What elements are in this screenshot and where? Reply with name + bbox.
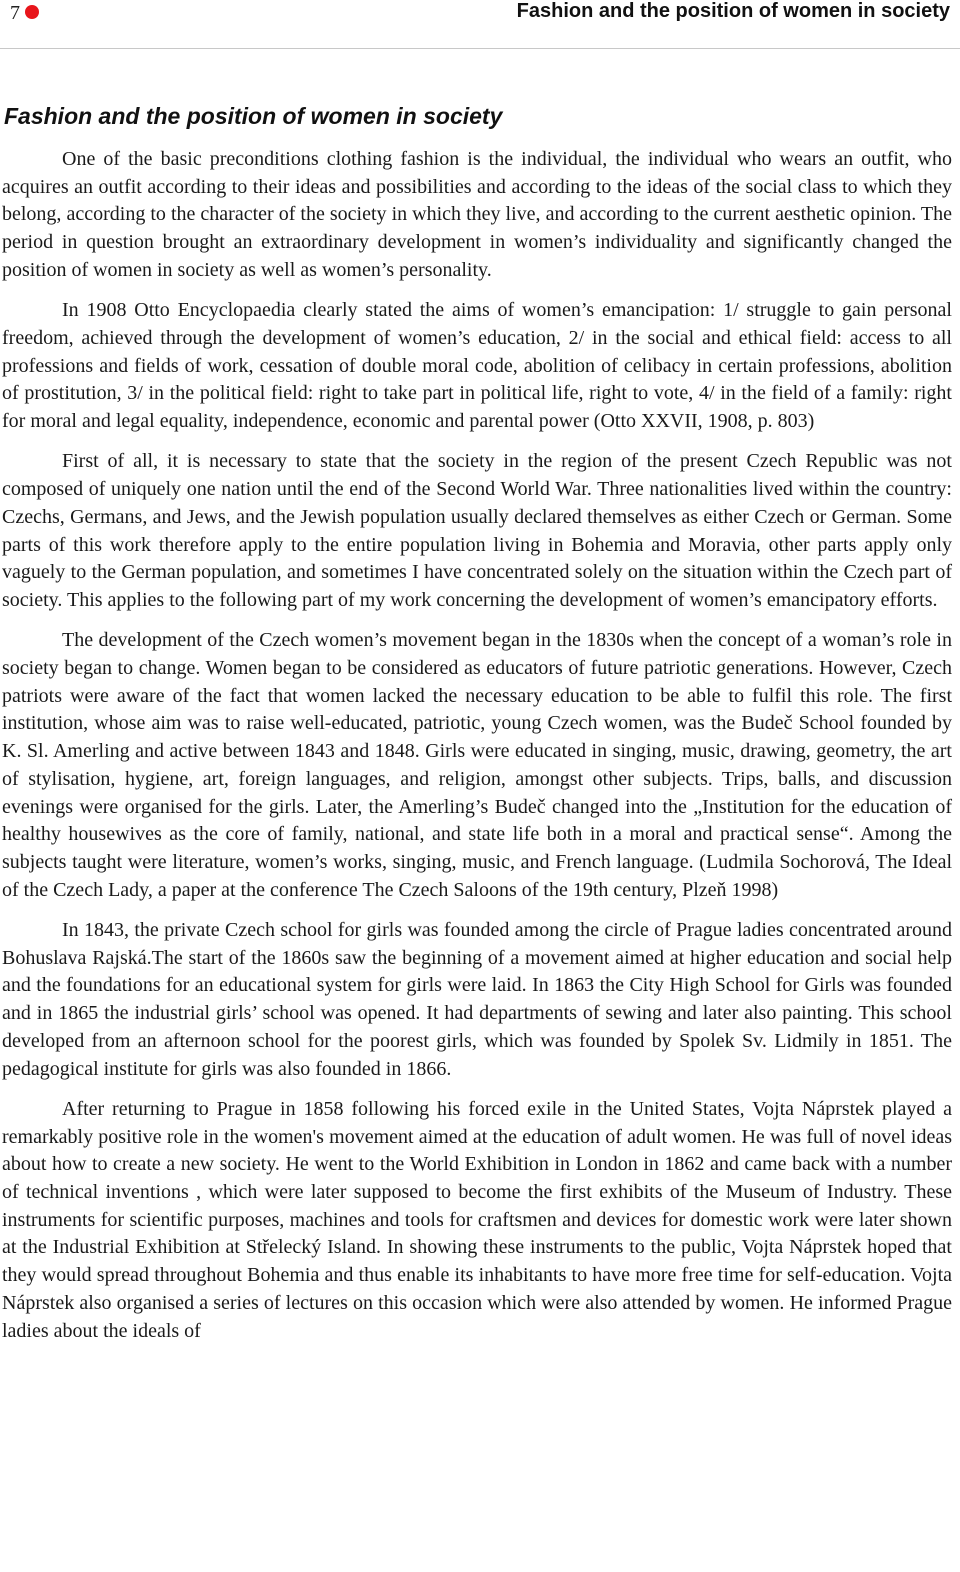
body-text	[2, 146, 952, 1358]
paragraph-3: First of all, it is necessary to state that the society in the region of the present Czech Republic was not composed of uniquely one nation until the end of the Second World War. Three nationalities lived within the country: Czechs, Germans, and Jews, and the Jewish population usually declared themselves as either Czech or German. Some parts of this work therefore apply to the entire population living in Bohemia and Moravia, other parts apply only vaguely to the German population, and sometimes I have concentrated solely on the situation within the Czech part of society. This applies to the following part of my work concerning the development of women’s emancipatory efforts.	[2, 450, 952, 611]
paragraph-2: In 1908 Otto Encyclopaedia clearly stated the aims of women’s emancipation: 1/ struggle to gain personal freedom, achieved through the development of women’s education, 2/ in the social and ethical field: access to all professions and fields of work, cessation of double moral code, abolition of celibacy in certain professions, abolition of prostitution, 3/ in the political field: right to take part in political life, right to vote, 4/ in the field of a family: right for moral and legal equality, independence, economic and parental power (Otto XXVII, 1908, p. 803)	[2, 299, 952, 433]
paragraph-5: In 1843, the private Czech school for girls was founded among the circle of Prague ladies concentrated around Bohuslava Rajská.The start of the 1860s saw the beginning of a movement aimed at higher education and social help and the foundations for an educational system for girls were laid. In 1863 the City High School for Girls was founded and in 1865 the industrial girls’ school was opened. It had departments of sewing and later also painting. This school developed from an afternoon school for the poorest girls, which was founded by Spolek Sv. Lidmily in 1851. The pedagogical institute for girls was also founded in 1866.	[2, 919, 952, 1080]
section-heading: Fashion and the position of women in society	[4, 103, 503, 129]
red-dot-icon	[25, 5, 39, 19]
running-header	[0, 0, 960, 48]
paragraph-4: The development of the Czech women’s movement began in the 1830s when the concept of a woman’s role in society began to change. Women began to be considered as educators of future patriotic generations. However, Czech patriots were aware of the fact that women lacked the necessary education to be able to fulfil this role. The first institution, whose aim was to raise well-educated, patriotic, young Czech women, was the Budeč School founded by K. Sl. Amerling and active between 1843 and 1848. Girls were educated in singing, music, drawing, geometry, the art of stylisation, hygiene, art, foreign languages, and religion, amongst other subjects. Trips, balls, and discussion evenings were organised for the girls. Later, the Amerling’s Budeč changed into the „Institution for the education of healthy housewives as the core of family, national, and state life both in a moral and practical sense“. Among the subjects taught were literature, women’s works, singing, music, and French language. (Ludmila Sochorová, The Ideal of the Czech Lady, a paper at the conference The Czech Saloons of the 19th century, Plzeň 1998)	[2, 629, 952, 901]
paragraph-1: One of the basic preconditions clothing fashion is the individual, the individual who wears an outfit, who acquires an outfit according to their ideas and possibilities and according to the ideas of the social class to which they belong, according to the character of the society in which they live, and according to the current aesthetic opinion. The period in question brought an extraordinary development in women’s individuality and significantly changed the position of women in society as well as women’s personality.	[2, 148, 952, 281]
running-title: Fashion and the position of women in society	[516, 0, 950, 22]
paragraph-6: After returning to Prague in 1858 following his forced exile in the United States, Vojta Náprstek played a remarkably positive role in the women's movement aimed at the education of adult women. He was full of novel ideas about how to create a new society. He went to the World Exhibition in London in 1862 and came back with a number of technical inventions , which were later supposed to become the first exhibits of the Museum of Industry. These instruments for scientific purposes, machines and tools for craftsmen and devices for domestic work were later shown at the Industrial Exhibition at Střelecký Island. In showing these instruments to the public, Vojta Náprstek hoped that they would spread throughout Bohemia and thus enable its inhabitants to have more free time for self-education. Vojta Náprstek also organised a series of lectures on this occasion which were also attended by women. He informed Prague ladies about the ideals of	[2, 1097, 952, 1342]
header-divider	[0, 48, 960, 49]
page-number: 7	[10, 2, 20, 24]
